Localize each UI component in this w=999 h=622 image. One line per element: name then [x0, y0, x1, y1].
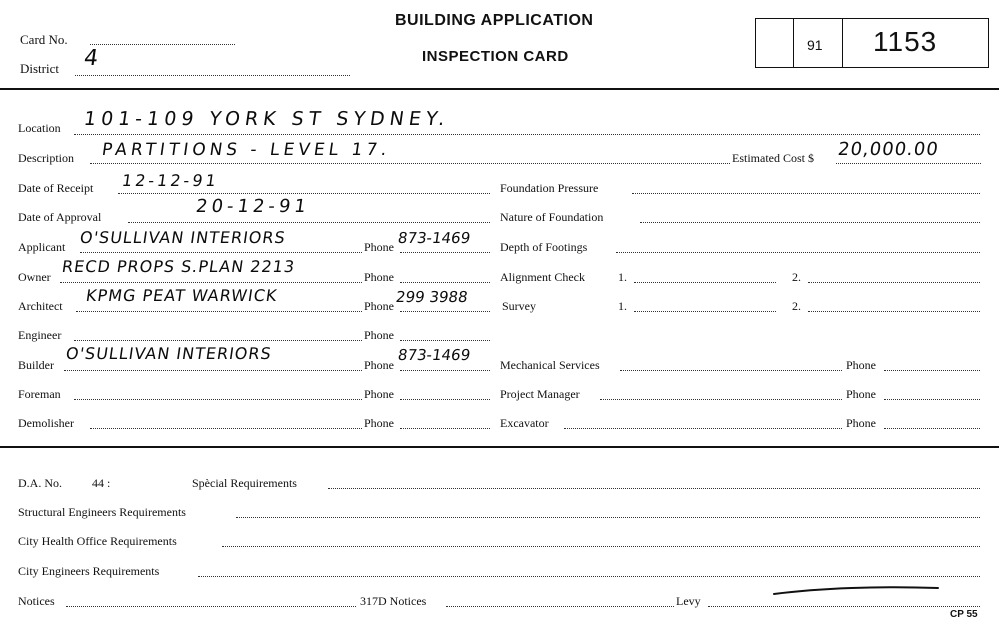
da-no-value: 44 :	[92, 476, 111, 490]
owner-phone-label: Phone	[364, 270, 394, 284]
description-field[interactable]	[90, 163, 730, 164]
card-box-divider-2	[842, 18, 843, 68]
owner-label: Owner	[18, 270, 51, 284]
date-receipt-field[interactable]	[118, 193, 490, 194]
date-receipt-value: 12-12-91	[120, 171, 221, 190]
project-manager-phone-field[interactable]	[884, 399, 980, 400]
project-manager-field[interactable]	[600, 399, 842, 400]
card-prefix: 91	[807, 37, 823, 53]
notices-317d-label: 317D Notices	[360, 594, 427, 608]
demolisher-phone-label: Phone	[364, 416, 394, 430]
special-requirements-field[interactable]	[328, 488, 980, 489]
mechanical-label: Mechanical Services	[500, 358, 600, 372]
foundation-pressure-label: Foundation Pressure	[500, 181, 599, 195]
location-field[interactable]	[74, 134, 980, 135]
architect-phone-value: 299 3988	[394, 288, 469, 306]
alignment-item2-label: 2.	[792, 270, 801, 284]
alignment-check-label: Alignment Check	[500, 270, 585, 284]
mechanical-phone-field[interactable]	[884, 370, 980, 371]
estimated-cost-label: Estimated Cost $	[732, 151, 814, 165]
location-label: Location	[18, 121, 61, 135]
survey-item1-field[interactable]	[634, 311, 776, 312]
applicant-phone-field[interactable]	[400, 252, 490, 253]
architect-label: Architect	[18, 299, 63, 313]
section-rule	[0, 446, 999, 448]
alignment-item1-label: 1.	[618, 270, 627, 284]
depth-footings-label: Depth of Footings	[500, 240, 588, 254]
special-requirements-label: Spècial Requirements	[192, 476, 297, 490]
applicant-phone-value: 873-1469	[396, 229, 472, 247]
builder-phone-field[interactable]	[400, 370, 490, 371]
notices-label: Notices	[18, 594, 55, 608]
location-value: 101-109 YORK ST SYDNEY.	[82, 108, 452, 130]
district-label: District	[20, 61, 59, 76]
foreman-field[interactable]	[74, 399, 362, 400]
card-no-field[interactable]	[90, 44, 235, 45]
date-approval-value: 20-12-91	[194, 196, 312, 217]
alignment-item2-field[interactable]	[808, 282, 980, 283]
health-field[interactable]	[222, 546, 980, 547]
survey-item2-field[interactable]	[808, 311, 980, 312]
date-receipt-label: Date of Receipt	[18, 181, 94, 195]
builder-label: Builder	[18, 358, 54, 372]
date-approval-label: Date of Approval	[18, 210, 102, 224]
da-no-label: D.A. No.	[18, 476, 62, 490]
foreman-label: Foreman	[18, 387, 61, 401]
owner-value: RECD PROPS S.PLAN 2213	[60, 257, 297, 276]
applicant-value: O'SULLIVAN INTERIORS	[78, 228, 288, 247]
owner-field[interactable]	[60, 282, 362, 283]
builder-value: O'SULLIVAN INTERIORS	[64, 344, 274, 363]
applicant-field[interactable]	[80, 252, 362, 253]
survey-item1-label: 1.	[618, 299, 627, 313]
alignment-item1-field[interactable]	[634, 282, 776, 283]
card-number-box	[755, 18, 989, 68]
mechanical-field[interactable]	[620, 370, 842, 371]
form-code: CP 55	[950, 609, 978, 620]
engineer-label: Engineer	[18, 328, 62, 342]
architect-value: KPMG PEAT WARWICK	[84, 286, 279, 305]
card-title-line1: BUILDING APPLICATION	[395, 12, 594, 29]
district-field[interactable]	[75, 75, 350, 76]
architect-field[interactable]	[76, 311, 362, 312]
excavator-phone-label: Phone	[846, 416, 876, 430]
city-eng-label: City Engineers Requirements	[18, 564, 160, 578]
card-box-divider-1	[793, 18, 794, 68]
builder-field[interactable]	[64, 370, 362, 371]
structural-field[interactable]	[236, 517, 980, 518]
card-number: 1153	[873, 26, 938, 57]
excavator-field[interactable]	[564, 428, 842, 429]
estimated-cost-value: 20,000.00	[836, 139, 941, 160]
levy-field[interactable]	[708, 606, 980, 607]
estimated-cost-field[interactable]	[836, 163, 981, 164]
date-approval-field[interactable]	[128, 222, 490, 223]
levy-label: Levy	[676, 594, 701, 608]
applicant-phone-label: Phone	[364, 240, 394, 254]
depth-footings-field[interactable]	[616, 252, 980, 253]
excavator-label: Excavator	[500, 416, 549, 430]
survey-label: Survey	[502, 299, 536, 313]
levy-pen-stroke	[770, 584, 942, 598]
district-value: 4	[82, 46, 102, 71]
architect-phone-field[interactable]	[400, 311, 490, 312]
structural-label: Structural Engineers Requirements	[18, 505, 186, 519]
header-rule	[0, 88, 999, 90]
excavator-phone-field[interactable]	[884, 428, 980, 429]
card-no-label: Card No.	[20, 32, 68, 47]
applicant-label: Applicant	[18, 240, 66, 254]
description-value: PARTITIONS - LEVEL 17.	[100, 140, 392, 160]
engineer-field[interactable]	[74, 340, 362, 341]
mechanical-phone-label: Phone	[846, 358, 876, 372]
demolisher-field[interactable]	[90, 428, 362, 429]
foundation-pressure-field[interactable]	[632, 193, 980, 194]
engineer-phone-field[interactable]	[400, 340, 490, 341]
foreman-phone-field[interactable]	[400, 399, 490, 400]
notices-317d-field[interactable]	[446, 606, 674, 607]
foreman-phone-label: Phone	[364, 387, 394, 401]
demolisher-phone-field[interactable]	[400, 428, 490, 429]
architect-phone-label: Phone	[364, 299, 394, 313]
project-manager-phone-label: Phone	[846, 387, 876, 401]
nature-foundation-label: Nature of Foundation	[500, 210, 604, 224]
description-label: Description	[18, 151, 74, 165]
demolisher-label: Demolisher	[18, 416, 74, 430]
builder-phone-value: 873-1469	[396, 346, 472, 364]
nature-foundation-field[interactable]	[640, 222, 980, 223]
card-title-line2: INSPECTION CARD	[422, 48, 569, 65]
builder-phone-label: Phone	[364, 358, 394, 372]
engineer-phone-label: Phone	[364, 328, 394, 342]
survey-item2-label: 2.	[792, 299, 801, 313]
health-label: City Health Office Requirements	[18, 534, 177, 548]
notices-field[interactable]	[66, 606, 356, 607]
project-manager-label: Project Manager	[500, 387, 580, 401]
owner-phone-field[interactable]	[400, 282, 490, 283]
city-eng-field[interactable]	[198, 576, 980, 577]
